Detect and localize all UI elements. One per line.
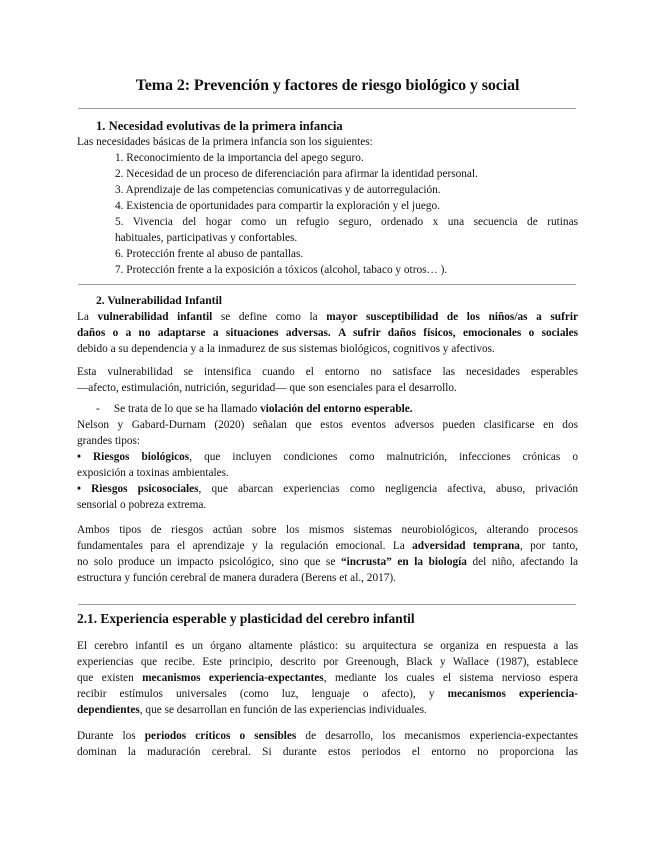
paragraph-line: que existen mecanismos experiencia-expectantes, mediante los cuales el sistema nervioso espera	[77, 672, 578, 684]
paragraph-line: recibir estímulos universales (como luz, lenguaje o afecto), y mecanismos experiencia-	[77, 688, 578, 700]
paragraph-line: grandes tipos:	[77, 435, 141, 447]
paragraph-line: Esta vulnerabilidad se intensifica cuando el entorno no satisface las necesidades esperables	[77, 366, 578, 378]
paragraph-line: fundamentales para el aprendizaje y la regulación emocional. La adversidad temprana, por tanto,	[77, 540, 578, 552]
divider	[78, 108, 576, 109]
paragraph-line: Ambos tipos de riesgos actúan sobre los mismos sistemas neurobiológicos, alterando procesos	[77, 524, 578, 536]
section-1-heading: 1. Necesidad evolutivas de la primera infancia	[96, 119, 343, 133]
paragraph-line: daños o a no adaptarse a situaciones adversas. A sufrir daños físicos, emocionales o sociales	[77, 327, 579, 339]
section-2	[77, 293, 578, 586]
paragraph-line: sensorial o pobreza extrema.	[77, 499, 207, 511]
list-item: 6. Protección frente al abuso de pantallas.	[115, 248, 304, 260]
paragraph-line: dominan la maduración cerebral. Si durante estos periodos el entorno no proporciona las	[77, 746, 578, 758]
list-item: 3. Aprendizaje de las competencias comunicativas y de autorregulación.	[115, 184, 441, 196]
list-item: 2. Necesidad de un proceso de diferenciación para afirmar la identidad personal.	[115, 168, 478, 180]
risk-item: • Riesgos psicosociales, que abarcan experiencias como negligencia afectiva, abuso, privación	[77, 483, 579, 495]
section-2-1-heading: 2.1. Experiencia esperable y plasticidad del cerebro infantil	[77, 611, 415, 626]
section-2-heading: 2. Vulnerabilidad Infantil	[96, 294, 222, 307]
list-item: 5. Vivencia del hogar como un refugio seguro, ordenado x una secuencia de rutinas	[115, 216, 578, 228]
paragraph-line: exposición a toxinas ambientales.	[77, 467, 229, 479]
section-2-1	[77, 611, 578, 760]
divider	[78, 284, 576, 285]
paragraph-line: Durante los periodos críticos o sensibles de desarrollo, los mecanismos experiencia-expectantes	[77, 730, 579, 742]
paragraph-line: El cerebro infantil es un órgano altamente plástico: su arquitectura se organiza en respuesta a las	[77, 640, 578, 652]
paragraph-line: dependientes, que se desarrollan en función de las experiencias individuales.	[77, 704, 427, 716]
paragraph-line: La vulnerabilidad infantil se define como la mayor susceptibilidad de los niños/as a sufrir	[77, 311, 578, 323]
paragraph-line: Nelson y Gabard-Durnam (2020) señalan que estos eventos adversos pueden clasificarse en dos	[77, 419, 578, 431]
list-item: 1. Reconocimiento de la importancia del apego seguro.	[115, 152, 364, 164]
risk-item: • Riesgos biológicos, que incluyen condiciones como malnutrición, infecciones crónicas o	[77, 451, 578, 463]
paragraph-line: —afecto, estimulación, nutrición, seguridad— que son esenciales para el desarrollo.	[77, 382, 457, 394]
list-item: 4. Existencia de oportunidades para compartir la exploración y el juego.	[115, 200, 440, 212]
divider	[78, 604, 576, 605]
paragraph-line: experiencias que recibe. Este principio, descrito por Greenough, Black y Wallace (1987), establece	[77, 656, 578, 668]
paragraph-line: debido a su dependencia y a la inmadurez de sus sistemas biológicos, cognitivos y afectivos.	[77, 343, 495, 355]
page-title: Tema 2: Prevención y factores de riesgo biológico y social	[135, 77, 520, 94]
bullet-item: - Se trata de lo que se ha llamado violación del entorno esperable.	[96, 403, 413, 415]
paragraph-line: estructura y función cerebral de manera duradera (Berens et al., 2017).	[77, 572, 396, 584]
section-1	[77, 118, 578, 278]
list-item: habituales, participativas y confortables.	[115, 232, 298, 244]
section-1-intro: Las necesidades básicas de la primera infancia son los siguientes:	[77, 136, 373, 148]
needs-list	[77, 150, 578, 278]
paragraph-line: no solo produce un impacto psicológico, sino que se “incrusta” en la biología del niño, afectando la	[77, 556, 579, 568]
list-item: 7. Protección frente a la exposición a tóxicos (alcohol, tabaco y otros… ).	[115, 264, 448, 276]
